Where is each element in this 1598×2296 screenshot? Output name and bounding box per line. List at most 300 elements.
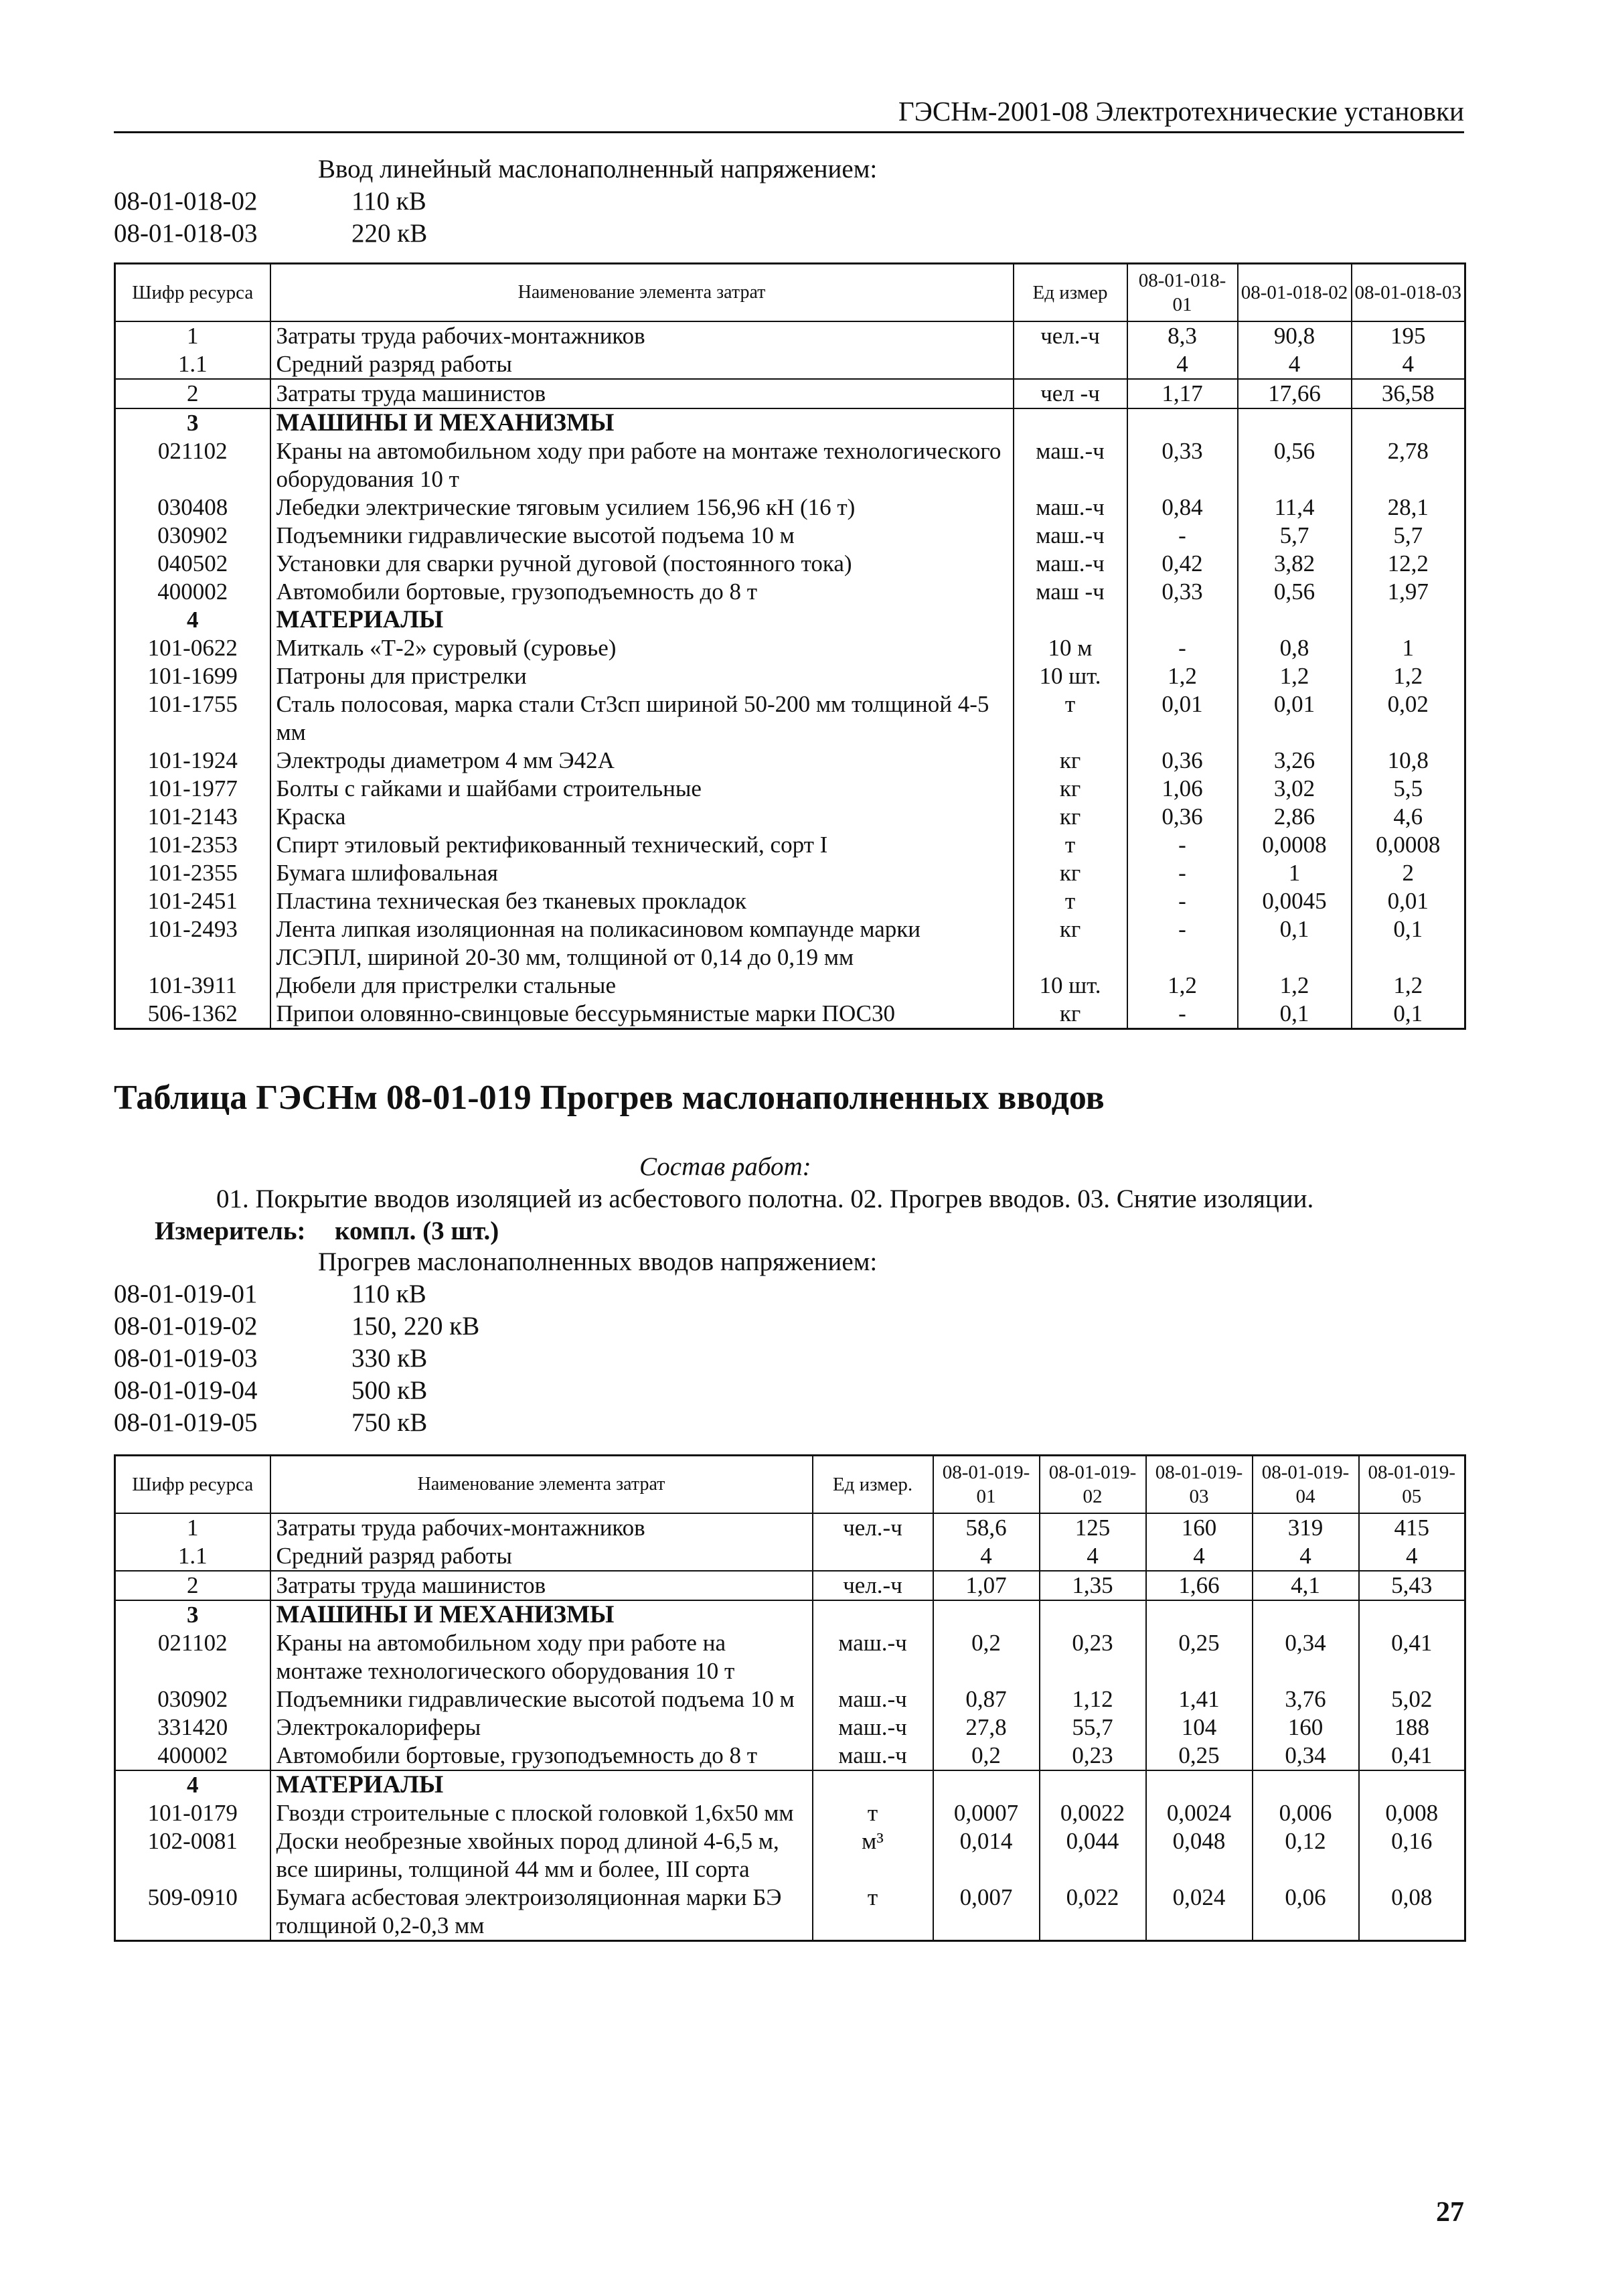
block1-variant-code: 08-01-018-02 xyxy=(114,187,258,216)
table-row xyxy=(115,1629,1465,1685)
running-header: ГЭСНм-2001-08 Электротехнические установки xyxy=(898,96,1464,127)
cell-value xyxy=(1359,1600,1465,1629)
cell-unit: маш.-ч xyxy=(1014,493,1127,522)
cell-value: 3,82 xyxy=(1238,550,1352,578)
cell-name: Электрокалориферы xyxy=(270,1713,813,1742)
col-header-unit: Ед измер xyxy=(1014,264,1127,322)
block2-variant-code: 08-01-019-05 xyxy=(114,1408,258,1437)
cell-value xyxy=(1146,1600,1253,1629)
cell-value: 1,41 xyxy=(1146,1685,1253,1713)
cell-value: 0,044 xyxy=(1040,1827,1146,1884)
cell-name: Бумага асбестовая электроизоляционная марки БЭ толщиной 0,2-0,3 мм xyxy=(270,1884,813,1941)
cell-value: 0,022 xyxy=(1040,1884,1146,1941)
cell-code: 4 xyxy=(115,1770,270,1799)
cell-value xyxy=(1352,606,1465,634)
cell-code: 509-0910 xyxy=(115,1884,270,1941)
cell-value: - xyxy=(1127,634,1238,662)
cell-value: 104 xyxy=(1146,1713,1253,1742)
cell-unit: маш -ч xyxy=(1014,578,1127,606)
table-row xyxy=(115,747,1465,775)
cell-unit: чел -ч xyxy=(1014,379,1127,408)
cell-value: - xyxy=(1127,859,1238,887)
table-row xyxy=(115,887,1465,915)
table-row xyxy=(115,1685,1465,1713)
col-header-norm: 08-01-018-03 xyxy=(1352,264,1465,322)
cell-value: 10,8 xyxy=(1352,747,1465,775)
cell-unit xyxy=(813,1770,933,1799)
cell-value: 0,34 xyxy=(1253,1629,1359,1685)
cell-value: 0,87 xyxy=(933,1685,1040,1713)
cell-name: Затраты труда рабочих-монтажников xyxy=(270,321,1014,350)
cell-value: 1 xyxy=(1238,859,1352,887)
cell-value: 12,2 xyxy=(1352,550,1465,578)
col-header-norm: 08-01-019-02 xyxy=(1040,1456,1146,1514)
cell-name: Установки для сварки ручной дуговой (постоянного тока) xyxy=(270,550,1014,578)
cell-name: Гвозди строительные с плоской головкой 1,6х50 мм xyxy=(270,1799,813,1827)
col-header-norm: 08-01-019-01 xyxy=(933,1456,1040,1514)
table-row xyxy=(115,1713,1465,1742)
cell-code: 101-2353 xyxy=(115,831,270,859)
cell-value: 0,1 xyxy=(1238,1000,1352,1029)
col-header-name: Наименование элемента затрат xyxy=(270,264,1014,322)
block1-variant-value: 110 кВ xyxy=(351,187,426,216)
cell-unit: т xyxy=(813,1799,933,1827)
cell-code: 101-1755 xyxy=(115,690,270,747)
cell-unit: 10 шт. xyxy=(1014,972,1127,1000)
table-row xyxy=(115,1799,1465,1827)
cell-name: Автомобили бортовые, грузоподъемность до 8 т xyxy=(270,1742,813,1770)
cell-value: 4 xyxy=(1352,350,1465,379)
resource-table-019 xyxy=(114,1454,1466,1942)
cell-value: 5,02 xyxy=(1359,1685,1465,1713)
cell-value xyxy=(933,1770,1040,1799)
col-header-unit: Ед измер. xyxy=(813,1456,933,1514)
table-row xyxy=(115,690,1465,747)
cell-value: 0,25 xyxy=(1146,1742,1253,1770)
table-row xyxy=(115,408,1465,437)
table-row xyxy=(115,859,1465,887)
cell-value: 0,0008 xyxy=(1352,831,1465,859)
cell-code: 101-2451 xyxy=(115,887,270,915)
table-row xyxy=(115,493,1465,522)
cell-code: 030902 xyxy=(115,522,270,550)
cell-name: МАШИНЫ И МЕХАНИЗМЫ xyxy=(270,1600,813,1629)
cell-name: Автомобили бортовые, грузоподъемность до 8 т xyxy=(270,578,1014,606)
cell-code: 2 xyxy=(115,1571,270,1600)
cell-name: Электроды диаметром 4 мм Э42А xyxy=(270,747,1014,775)
table-header-row xyxy=(115,264,1465,322)
cell-value: 1,97 xyxy=(1352,578,1465,606)
cell-code: 101-2355 xyxy=(115,859,270,887)
cell-value: 0,014 xyxy=(933,1827,1040,1884)
cell-unit: маш.-ч xyxy=(813,1629,933,1685)
block1-intro: Ввод линейный маслонаполненный напряжением: xyxy=(318,155,878,183)
cell-code: 101-1699 xyxy=(115,662,270,690)
block2-variant-value: 150, 220 кВ xyxy=(351,1312,480,1341)
table-row xyxy=(115,1000,1465,1029)
cell-value: 0,8 xyxy=(1238,634,1352,662)
cell-value: 0,08 xyxy=(1359,1884,1465,1941)
cell-value: 0,01 xyxy=(1238,690,1352,747)
cell-value: 0,0008 xyxy=(1238,831,1352,859)
col-header-norm: 08-01-018-02 xyxy=(1238,264,1352,322)
table-row xyxy=(115,634,1465,662)
cell-value: 195 xyxy=(1352,321,1465,350)
cell-unit: маш.-ч xyxy=(813,1742,933,1770)
cell-value: 0,0007 xyxy=(933,1799,1040,1827)
cell-value xyxy=(1238,408,1352,437)
table-row xyxy=(115,831,1465,859)
cell-value: 5,7 xyxy=(1352,522,1465,550)
cell-unit: маш.-ч xyxy=(1014,550,1127,578)
cell-code: 331420 xyxy=(115,1713,270,1742)
table-row xyxy=(115,1884,1465,1941)
block2-variant-value: 110 кВ xyxy=(351,1280,426,1308)
cell-value: 0,01 xyxy=(1127,690,1238,747)
col-header-code: Шифр ресурса xyxy=(115,264,270,322)
cell-unit xyxy=(1014,606,1127,634)
cell-code: 400002 xyxy=(115,1742,270,1770)
cell-unit: м³ xyxy=(813,1827,933,1884)
cell-code: 1.1 xyxy=(115,350,270,379)
cell-value: - xyxy=(1127,887,1238,915)
cell-value: 4 xyxy=(1040,1542,1146,1571)
cell-value: 0,23 xyxy=(1040,1629,1146,1685)
cell-code: 4 xyxy=(115,606,270,634)
cell-value: 1,66 xyxy=(1146,1571,1253,1600)
cell-value: 0,34 xyxy=(1253,1742,1359,1770)
cell-value: 415 xyxy=(1359,1513,1465,1542)
composition-label: Состав работ: xyxy=(639,1152,811,1181)
cell-code: 400002 xyxy=(115,578,270,606)
cell-unit: кг xyxy=(1014,1000,1127,1029)
cell-value: 0,33 xyxy=(1127,437,1238,493)
cell-value: 1 xyxy=(1352,634,1465,662)
col-header-name: Наименование элемента затрат xyxy=(270,1456,813,1514)
cell-code: 101-3911 xyxy=(115,972,270,1000)
table-row xyxy=(115,1600,1465,1629)
col-header-norm: 08-01-019-04 xyxy=(1253,1456,1359,1514)
table-row xyxy=(115,1513,1465,1542)
cell-value: 0,33 xyxy=(1127,578,1238,606)
cell-name: Доски необрезные хвойных пород длиной 4-6,5 м, все ширины, толщиной 44 мм и более, III сорта xyxy=(270,1827,813,1884)
cell-value: - xyxy=(1127,1000,1238,1029)
block2-variant-value: 330 кВ xyxy=(351,1344,428,1373)
cell-code: 040502 xyxy=(115,550,270,578)
cell-code: 021102 xyxy=(115,1629,270,1685)
cell-value: 0,84 xyxy=(1127,493,1238,522)
cell-value: 0,56 xyxy=(1238,578,1352,606)
cell-unit: 10 м xyxy=(1014,634,1127,662)
cell-value: 0,36 xyxy=(1127,747,1238,775)
cell-value: 1,17 xyxy=(1127,379,1238,408)
cell-value xyxy=(1127,408,1238,437)
cell-value: 0,048 xyxy=(1146,1827,1253,1884)
cell-value: 0,01 xyxy=(1352,887,1465,915)
cell-value: 0,024 xyxy=(1146,1884,1253,1941)
table-row xyxy=(115,578,1465,606)
cell-value: 4 xyxy=(1127,350,1238,379)
cell-value: 5,43 xyxy=(1359,1571,1465,1600)
cell-unit: кг xyxy=(1014,803,1127,831)
cell-code: 1.1 xyxy=(115,1542,270,1571)
col-header-norm: 08-01-019-05 xyxy=(1359,1456,1465,1514)
cell-value: 0,16 xyxy=(1359,1827,1465,1884)
cell-unit: чел.-ч xyxy=(813,1513,933,1542)
cell-value: 0,1 xyxy=(1352,1000,1465,1029)
cell-value: 1,35 xyxy=(1040,1571,1146,1600)
cell-value: 0,006 xyxy=(1253,1799,1359,1827)
cell-value: 0,007 xyxy=(933,1884,1040,1941)
cell-value: 0,0022 xyxy=(1040,1799,1146,1827)
table-row xyxy=(115,775,1465,803)
cell-value: 90,8 xyxy=(1238,321,1352,350)
cell-name: МАШИНЫ И МЕХАНИЗМЫ xyxy=(270,408,1014,437)
cell-value: 0,06 xyxy=(1253,1884,1359,1941)
cell-unit xyxy=(1014,350,1127,379)
cell-code: 2 xyxy=(115,379,270,408)
table-row xyxy=(115,972,1465,1000)
cell-name: Бумага шлифовальная xyxy=(270,859,1014,887)
cell-code: 3 xyxy=(115,408,270,437)
cell-value: 1,2 xyxy=(1238,662,1352,690)
cell-unit: т xyxy=(813,1884,933,1941)
cell-value: 160 xyxy=(1146,1513,1253,1542)
cell-value: 11,4 xyxy=(1238,493,1352,522)
cell-value: 4,6 xyxy=(1352,803,1465,831)
table-row xyxy=(115,803,1465,831)
cell-name: МАТЕРИАЛЫ xyxy=(270,1770,813,1799)
cell-value xyxy=(1352,408,1465,437)
cell-unit: т xyxy=(1014,690,1127,747)
cell-value: 4 xyxy=(1253,1542,1359,1571)
table-row xyxy=(115,606,1465,634)
composition-text: 01. Покрытие вводов изоляцией из асбестового полотна. 02. Прогрев вводов. 03. Снятие изоляции. xyxy=(216,1184,1314,1213)
block2-variant-value: 500 кВ xyxy=(351,1376,428,1405)
cell-name: Краны на автомобильном ходу при работе на монтаже технологического оборудования 10 т xyxy=(270,437,1014,493)
table-row xyxy=(115,1542,1465,1571)
cell-unit: 10 шт. xyxy=(1014,662,1127,690)
cell-name: Лебедки электрические тяговым усилием 156,96 кН (16 т) xyxy=(270,493,1014,522)
cell-value xyxy=(933,1600,1040,1629)
cell-unit: кг xyxy=(1014,915,1127,972)
cell-value: 55,7 xyxy=(1040,1713,1146,1742)
table-row xyxy=(115,1770,1465,1799)
cell-name: Болты с гайками и шайбами строительные xyxy=(270,775,1014,803)
table-row xyxy=(115,550,1465,578)
cell-value: 2 xyxy=(1352,859,1465,887)
cell-unit: маш.-ч xyxy=(813,1685,933,1713)
header-rule xyxy=(114,131,1464,133)
cell-value: 0,42 xyxy=(1127,550,1238,578)
cell-value: 58,6 xyxy=(933,1513,1040,1542)
cell-unit: т xyxy=(1014,831,1127,859)
cell-name: Сталь полосовая, марка стали Ст3сп шириной 50-200 мм толщиной 4-5 мм xyxy=(270,690,1014,747)
cell-value xyxy=(1253,1600,1359,1629)
cell-value: 36,58 xyxy=(1352,379,1465,408)
table-row xyxy=(115,379,1465,408)
cell-code: 3 xyxy=(115,1600,270,1629)
block2-variant-code: 08-01-019-04 xyxy=(114,1376,258,1405)
resource-table-018 xyxy=(114,262,1466,1030)
cell-unit: маш.-ч xyxy=(1014,522,1127,550)
cell-unit: кг xyxy=(1014,747,1127,775)
cell-code: 1 xyxy=(115,321,270,350)
cell-name: Подъемники гидравлические высотой подъема 10 м xyxy=(270,1685,813,1713)
cell-code: 1 xyxy=(115,1513,270,1542)
cell-value: 1,06 xyxy=(1127,775,1238,803)
cell-value: 5,7 xyxy=(1238,522,1352,550)
cell-value: 3,02 xyxy=(1238,775,1352,803)
cell-name: Дюбели для пристрелки стальные xyxy=(270,972,1014,1000)
cell-value: 0,02 xyxy=(1352,690,1465,747)
cell-value: 1,07 xyxy=(933,1571,1040,1600)
cell-value: 0,41 xyxy=(1359,1742,1465,1770)
cell-value xyxy=(1359,1770,1465,1799)
cell-code: 101-2493 xyxy=(115,915,270,972)
cell-value: 160 xyxy=(1253,1713,1359,1742)
cell-unit xyxy=(813,1542,933,1571)
cell-unit: кг xyxy=(1014,859,1127,887)
cell-name: Краска xyxy=(270,803,1014,831)
col-header-norm: 08-01-019-03 xyxy=(1146,1456,1253,1514)
cell-value: 4 xyxy=(1146,1542,1253,1571)
cell-name: Лента липкая изоляционная на поликасиновом компаунде марки ЛСЭПЛ, шириной 20-30 мм, толщиной от 0,14 до 0,19 мм xyxy=(270,915,1014,972)
cell-value: 4 xyxy=(1359,1542,1465,1571)
cell-value: 319 xyxy=(1253,1513,1359,1542)
cell-value: - xyxy=(1127,522,1238,550)
cell-value: 0,56 xyxy=(1238,437,1352,493)
cell-value: 0,12 xyxy=(1253,1827,1359,1884)
cell-unit: кг xyxy=(1014,775,1127,803)
block1-variant-code: 08-01-018-03 xyxy=(114,219,258,248)
cell-value: 8,3 xyxy=(1127,321,1238,350)
cell-value: 1,2 xyxy=(1127,972,1238,1000)
cell-value: - xyxy=(1127,915,1238,972)
cell-name: Пластина техническая без тканевых прокладок xyxy=(270,887,1014,915)
col-header-code: Шифр ресурса xyxy=(115,1456,270,1514)
cell-value: 2,78 xyxy=(1352,437,1465,493)
cell-value: 1,2 xyxy=(1352,662,1465,690)
cell-value: 4 xyxy=(933,1542,1040,1571)
cell-code: 021102 xyxy=(115,437,270,493)
table-row xyxy=(115,1571,1465,1600)
cell-value xyxy=(1040,1770,1146,1799)
cell-value: 0,36 xyxy=(1127,803,1238,831)
cell-value: - xyxy=(1127,831,1238,859)
cell-value: 125 xyxy=(1040,1513,1146,1542)
cell-value: 28,1 xyxy=(1352,493,1465,522)
cell-value: 0,23 xyxy=(1040,1742,1146,1770)
block2-variant-code: 08-01-019-03 xyxy=(114,1344,258,1373)
cell-code: 101-0179 xyxy=(115,1799,270,1827)
block2-variant-value: 750 кВ xyxy=(351,1408,428,1437)
cell-value: 2,86 xyxy=(1238,803,1352,831)
col-header-norm: 08-01-018-01 xyxy=(1127,264,1238,322)
cell-value xyxy=(1238,606,1352,634)
cell-value: 5,5 xyxy=(1352,775,1465,803)
cell-value: 0,2 xyxy=(933,1629,1040,1685)
cell-value: 3,76 xyxy=(1253,1685,1359,1713)
cell-unit: чел.-ч xyxy=(813,1571,933,1600)
cell-value xyxy=(1253,1770,1359,1799)
cell-value: 1,2 xyxy=(1238,972,1352,1000)
cell-code: 101-1977 xyxy=(115,775,270,803)
cell-value: 17,66 xyxy=(1238,379,1352,408)
cell-value: 0,0024 xyxy=(1146,1799,1253,1827)
block1-variant-value: 220 кВ xyxy=(351,219,428,248)
cell-value: 0,2 xyxy=(933,1742,1040,1770)
cell-value: 4,1 xyxy=(1253,1571,1359,1600)
block2-variant-code: 08-01-019-02 xyxy=(114,1312,258,1341)
table-row xyxy=(115,437,1465,493)
block2-variant-code: 08-01-019-01 xyxy=(114,1280,258,1308)
cell-value: 1,12 xyxy=(1040,1685,1146,1713)
cell-name: Затраты труда рабочих-монтажников xyxy=(270,1513,813,1542)
cell-value xyxy=(1146,1770,1253,1799)
cell-code: 101-1924 xyxy=(115,747,270,775)
table-header-row xyxy=(115,1456,1465,1514)
table-row xyxy=(115,522,1465,550)
cell-value: 3,26 xyxy=(1238,747,1352,775)
cell-value: 0,008 xyxy=(1359,1799,1465,1827)
cell-code: 030902 xyxy=(115,1685,270,1713)
cell-name: Средний разряд работы xyxy=(270,1542,813,1571)
cell-value: 0,41 xyxy=(1359,1629,1465,1685)
cell-value: 4 xyxy=(1238,350,1352,379)
cell-name: Средний разряд работы xyxy=(270,350,1014,379)
cell-value: 27,8 xyxy=(933,1713,1040,1742)
table-row xyxy=(115,350,1465,379)
cell-value: 1,2 xyxy=(1127,662,1238,690)
cell-value xyxy=(1040,1600,1146,1629)
cell-name: Краны на автомобильном ходу при работе на монтаже технологического оборудования 10 т xyxy=(270,1629,813,1685)
cell-code: 102-0081 xyxy=(115,1827,270,1884)
cell-name: Затраты труда машинистов xyxy=(270,379,1014,408)
meter-value: компл. (3 шт.) xyxy=(335,1217,499,1245)
cell-code: 506-1362 xyxy=(115,1000,270,1029)
cell-name: Миткаль «Т-2» суровый (суровье) xyxy=(270,634,1014,662)
cell-unit: чел.-ч xyxy=(1014,321,1127,350)
cell-name: Припои оловянно-свинцовые бессурьмянистые марки ПОС30 xyxy=(270,1000,1014,1029)
table-title: Таблица ГЭСНм 08-01-019 Прогрев маслонаполненных вводов xyxy=(114,1079,1105,1117)
cell-name: Затраты труда машинистов xyxy=(270,1571,813,1600)
cell-unit xyxy=(1014,408,1127,437)
table-row xyxy=(115,1742,1465,1770)
cell-unit: маш.-ч xyxy=(1014,437,1127,493)
table-row xyxy=(115,915,1465,972)
cell-name: Подъемники гидравлические высотой подъема 10 м xyxy=(270,522,1014,550)
cell-value: 0,0045 xyxy=(1238,887,1352,915)
cell-code: 030408 xyxy=(115,493,270,522)
cell-value: 0,1 xyxy=(1352,915,1465,972)
cell-value: 1,2 xyxy=(1352,972,1465,1000)
cell-name: Патроны для пристрелки xyxy=(270,662,1014,690)
cell-value: 188 xyxy=(1359,1713,1465,1742)
table-row xyxy=(115,662,1465,690)
cell-unit xyxy=(813,1600,933,1629)
cell-value: 0,1 xyxy=(1238,915,1352,972)
cell-name: Спирт этиловый ректификованный технический, сорт I xyxy=(270,831,1014,859)
cell-unit: маш.-ч xyxy=(813,1713,933,1742)
page-number: 27 xyxy=(1436,2197,1464,2228)
cell-value: 0,25 xyxy=(1146,1629,1253,1685)
table-row xyxy=(115,1827,1465,1884)
cell-code: 101-0622 xyxy=(115,634,270,662)
meter-label: Измеритель: xyxy=(155,1217,306,1245)
cell-code: 101-2143 xyxy=(115,803,270,831)
cell-unit: т xyxy=(1014,887,1127,915)
